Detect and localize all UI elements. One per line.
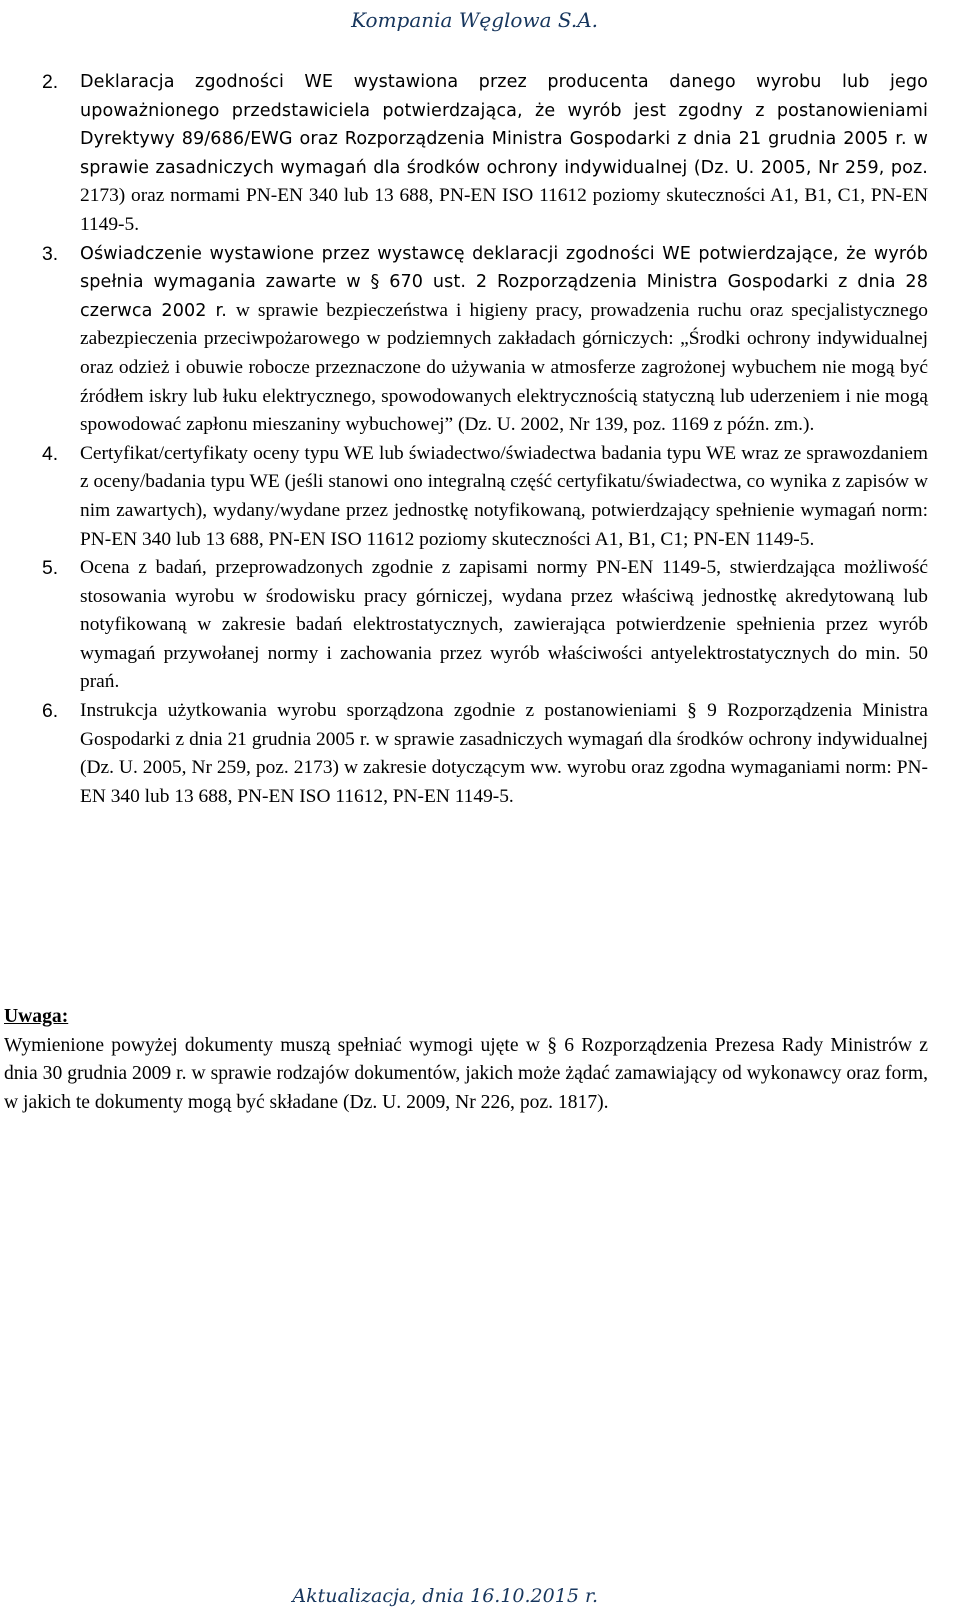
- list-item: [42, 240, 928, 440]
- note-section: [4, 1003, 928, 1117]
- list-item-text: Deklaracja zgodności WE wystawiona przez producenta danego wyrobu lub jego upoważnionego przedstawiciela potwierdzająca, że wyrób jest zgodny z postanowieniami Dyrektywy 89/686/EWG oraz Rozporządzenia Ministra Gospodarki z dnia 21 grudnia 2005 r. w sprawie zasadniczych wymagań dla środków ochrony indywidualnej (Dz. U. 2005, Nr 259, poz.: [80, 72, 928, 178]
- document-body: [42, 68, 928, 811]
- list-item-number: 6.: [42, 700, 59, 723]
- update-date-footer: Aktualizacja, dnia 16.10.2015 r.: [292, 1585, 598, 1607]
- note-heading: Uwaga:: [4, 1006, 69, 1027]
- list-item-text: Certyfikat/certyfikaty oceny typu WE lub świadectwo/świadectwa badania typu WE wraz ze sprawozdaniem z oceny/badania typu WE (jeśli stanowi ono integralną część certyfikatu/świadectwa, co wynika z zapisów w nim zawartych), wydany/wydane przez jednostkę notyfikowaną, potwierdzający spełnienie wymagań norm: PN-EN 340 lub 13 688, PN-EN ISO 11612 poziomy skuteczności A1, B1, C1; PN-EN 1149-5.: [80, 442, 928, 550]
- list-item-number: 3.: [42, 242, 59, 265]
- company-header: Kompania Węglowa S.A.: [351, 8, 598, 32]
- list-item-text: Oświadczenie wystawione przez wystawcę deklaracji zgodności WE potwierdzające, że wyrób spełnia wymagania zawarte w § 670 ust. 2 Rozporządzenia Ministra Gospodarki z dnia 28 czerwca 2002 r.: [80, 243, 928, 321]
- list-item-text: Instrukcja użytkowania wyrobu sporządzona zgodnie z postanowieniami § 9 Rozporządzenia Ministra Gospodarki z dnia 21 grudnia 2005 r. w sprawie zasadniczych wymagań dla środków ochrony indywidualnej (Dz. U. 2005, Nr 259, poz. 2173) w zakresie dotyczącym ww. wyrobu oraz zgodna wymaganiami norm: PN-EN 340 lub 13 688, PN-EN ISO 11612, PN-EN 1149-5.: [80, 700, 928, 807]
- list-item-text: w sprawie bezpieczeństwa i higieny pracy, prowadzenia ruchu oraz specjalistycznego zabezpieczenia przeciwpożarowego w podziemnych zakładach górniczych: „Środki ochrony indywidualnej oraz odzież i obuwie robocze przeznaczone do używania w atmosferze zagrożonej wybuchem nie mogą być źródłem iskry lub łuku elektrycznego, spowodowanych elektrycznością statyczną lub uderzeniem i nie mogą spowodować zapłonu mieszaniny wybuchowej” (Dz. U. 2002, Nr 139, poz. 1169 z późn. zm.).: [80, 299, 928, 436]
- list-item-number: 4.: [42, 442, 59, 465]
- requirements-list: [42, 68, 928, 811]
- list-item-text: Ocena z badań, przeprowadzonych zgodnie z zapisami normy PN-EN 1149-5, stwierdzająca możliwość stosowania wyrobu w środowisku pracy górniczej, wydana przez właściwą jednostkę akredytowaną lub notyfikowaną w zakresie badań elektrostatycznych, zawierająca potwierdzenie spełnienia przez wyrób wymagań przywołanej normy i zachowania przez wyrób właściwości antyelektrostatycznych do min. 50 prań.: [80, 557, 928, 693]
- list-item-number: 2.: [42, 71, 59, 93]
- list-item-number: 5.: [42, 557, 59, 580]
- list-item: [42, 440, 928, 554]
- list-item: [42, 554, 928, 697]
- list-item-text: 2173) oraz normami PN-EN 340 lub 13 688, PN-EN ISO 11612 poziomy skuteczności A1, B1, C1, PN-EN 1149-5.: [80, 185, 928, 235]
- list-item: [42, 68, 928, 240]
- note-text: Wymienione powyżej dokumenty muszą spełniać wymogi ujęte w § 6 Rozporządzenia Prezesa Rady Ministrów z dnia 30 grudnia 2009 r. w sprawie rodzajów dokumentów, jakich może żądać zamawiający od wykonawcy oraz form, w jakich te dokumenty mogą być składane (Dz. U. 2009, Nr 226, poz. 1817).: [4, 1034, 928, 1113]
- list-item: [42, 697, 928, 811]
